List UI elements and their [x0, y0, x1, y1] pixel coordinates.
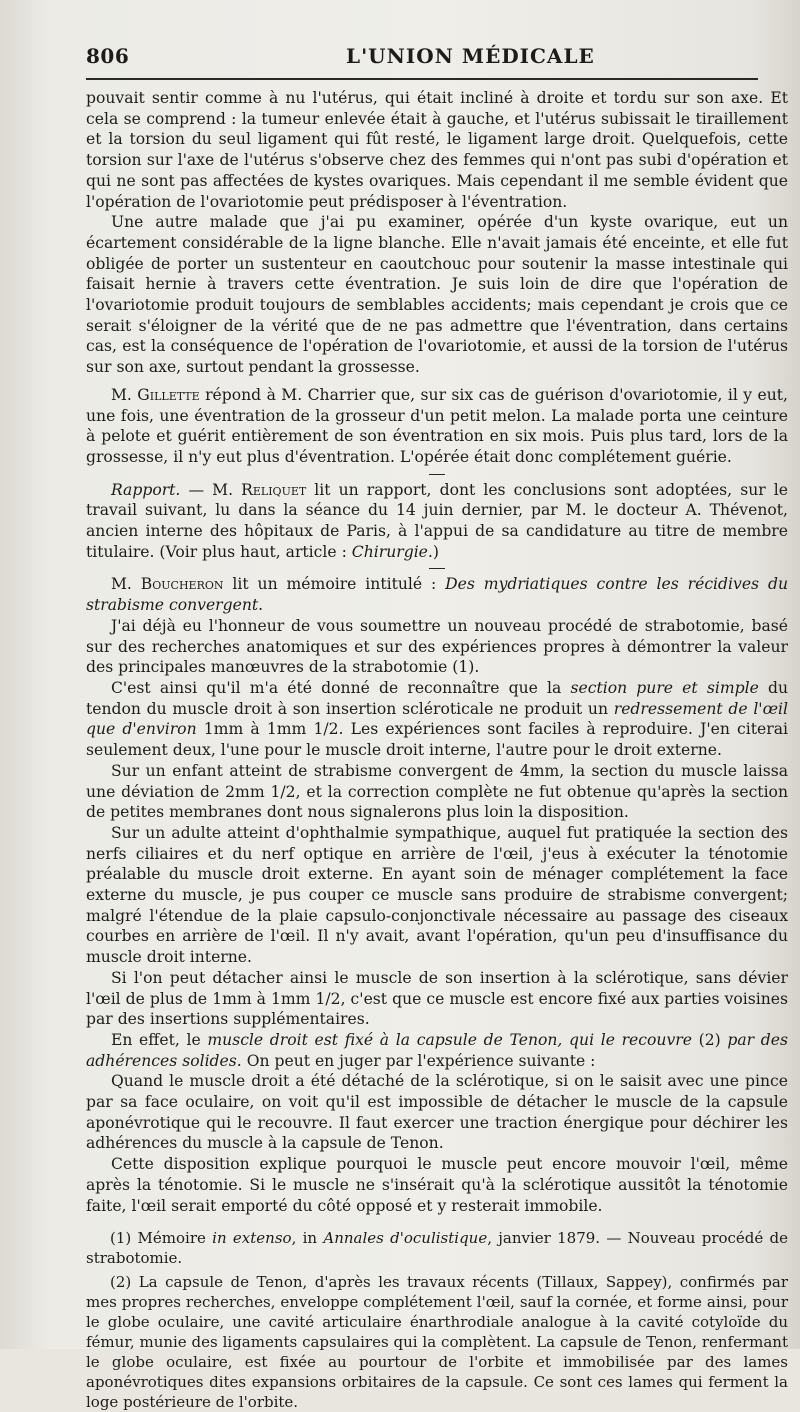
footnote-2: (2) La capsule de Tenon, d'après les travaux récents (Tillaux, Sappey), confirmés par mes propres recherches, enveloppe complétement l'œil, sauf la cornée, et forme ainsi, pour le globe oculaire, une cavité articulaire énarthrodiale analogue à la cavité cotyloïde du fémur, munie des ligaments capsulaires qui la complètent. La capsule de Tenon, renfermant le globe oculaire, est fixée au pourtour de l'orbite et immobilisée par des lames aponévrotiques dites expansions orbitaires de la capsule. Ce sont ces lames qui ferment la loge postérieure de l'orbite. [86, 1273, 788, 1412]
p7-italic-2: redressement de l'œil que d'environ [86, 699, 788, 739]
boucheron-text: lit un mémoire intitulé : [223, 575, 446, 594]
section-separator [429, 568, 445, 569]
speaker-reliquet: Reliquet [241, 480, 307, 499]
footnotes [86, 1228, 788, 1412]
p11-text-b: (2) [691, 1030, 728, 1049]
paragraph-1: pouvait sentir comme à nu l'utérus, qui était incliné à droite et tordu sur son axe. Et cela se comprend : la tumeur enlevée était à gauche, et l'utérus subissait le tiraillement et la torsion du seul ligament qui fût resté, le ligament large droit. Quelquefois, cette torsion sur l'axe de l'utérus s'observe chez des femmes qui n'ont pas subi d'opération et qui ne sont pas affectées de kystes ovariques. Mais cependant il me semble évident que l'opération de l'ovariotomie peut prédisposer à l'éventration. [86, 89, 788, 211]
section-separator [429, 474, 445, 475]
page-number: 806 [86, 44, 130, 68]
paragraph-rapport [86, 480, 788, 563]
footnote-1 [86, 1228, 788, 1268]
paragraph-gillette [86, 385, 788, 468]
p11-italic-1: muscle droit est fixé à la capsule de Tenon, qui le recouvre [207, 1030, 692, 1049]
fn1-italic-1: in extenso [212, 1229, 292, 1248]
rapport-end: .) [427, 542, 439, 561]
rapport-label: Rapport. [110, 480, 181, 499]
p7-text-b: du tendon du muscle droit à son insertion scléroticale ne produit un [86, 678, 788, 718]
memoir-title: Des mydriatiques contre les récidives du strabisme convergent [86, 575, 788, 615]
main-text [86, 88, 788, 1216]
p11-italic-2: par des adhérences solides [86, 1030, 788, 1070]
paragraph-2: Une autre malade que j'ai pu examiner, opérée d'un kyste ovarique, eut un écartement considérable de la ligne blanche. Elle n'avait jamais été enceinte, et elle fut obligée de porter un sustenteur en caoutchouc pour soutenir la masse intestinale qui faisait hernie à travers cette éventration. Je suis loin de dire que l'opération de l'ovariotomie produit toujours de semblables accidents; mais cependant je crois que ce serait s'éloigner de la vérité que de ne pas admettre que l'éventration, dans certains cas, est la conséquence de l'opération de l'ovariotomie, et aussi de la torsion de l'utérus sur son axe, surtout pendant la grossesse. [86, 213, 788, 377]
paragraph-9: Sur un adulte atteint d'ophthalmie sympathique, auquel fut pratiquée la section des nerfs ciliaires et du nerf optique en arrière de l'œil, j'eus à exécuter la ténotomie préalable du muscle droit externe. En ayant soin de ménager complétement la face externe du muscle, je pus couper ce muscle sans produire de strabisme convergent; malgré l'étendue de la plaie capsulo-conjonctivale nécessaire au passage des ciseaux courbes en arrière de l'œil. Il n'y avait, avant l'opération, qu'un peu d'insuffisance du muscle droit interne. [86, 823, 788, 967]
paragraph-13: Cette disposition explique pourquoi le muscle peut encore mouvoir l'œil, même après la ténotomie. Si le muscle ne s'insérait qu'à la sclérotique aussitôt la ténotomie faite, l'œil serait emporté du côté opposé et y resterait immobile. [86, 1155, 788, 1215]
p7-italic-1: section pure et simple [570, 678, 759, 697]
page-header [86, 38, 758, 80]
paragraph-10: Si l'on peut détacher ainsi le muscle de son insertion à la sclérotique, sans dévier l'œil de plus de 1mm à 1mm 1/2, c'est que ce muscle est encore fixé aux parties voisines par des insertions supplémentaires. [86, 968, 788, 1029]
rapport-reference: Chirurgie [351, 542, 428, 561]
speaker-gillette: M. Gillette [110, 385, 200, 404]
paragraph-11 [86, 1030, 788, 1071]
paragraph-12: Quand le muscle droit a été détaché de la sclérotique, si on le saisit avec une pince par sa face oculaire, on voit qu'il est impossible de détacher le muscle de la capsule aponévrotique qui le recouvre. Il faut exercer une traction énergique pour déchirer les adhérences du muscle à la capsule de Tenon. [86, 1072, 788, 1153]
paragraph-boucheron [86, 574, 788, 615]
fn1-text-c: , janvier 1879. — Nouveau procédé de strabotomie. [86, 1229, 789, 1268]
p11-text-a: En effet, le [110, 1030, 208, 1049]
speaker-boucheron: Boucheron [140, 575, 224, 594]
fn1-text-b: , in [291, 1229, 324, 1248]
gillette-text: répond à M. Charrier que, sur six cas de guérison d'ovariotomie, il y eut, une fois, une éventration de la grosseur d'un petit melon. La malade porta une ceinture à pelote et guérit entièrement de son éventration en six mois. Puis plus tard, lors de la grossesse, il n'y eut plus d'éventration. L'opérée était donc complétement guérie. [86, 385, 788, 466]
paragraph-7 [86, 678, 788, 761]
fn1-text-a: (1) Mémoire [110, 1229, 213, 1248]
p7-text-c: 1mm à 1mm 1/2. Les expériences sont faciles à reproduire. J'en citerai seulement deux, l'une pour le muscle droit interne, l'autre pour le droit externe. [86, 720, 789, 760]
paragraph-8: Sur un enfant atteint de strabisme convergent de 4mm, la section du muscle laissa une déviation de 2mm 1/2, et la correction complète ne fut obtenue qu'après la section de petites membranes dont nous signalerons plus loin la disposition. [86, 761, 788, 822]
paragraph-6: J'ai déjà eu l'honneur de vous soumettre un nouveau procédé de strabotomie, basé sur des recherches anatomiques et sur des expériences propres à démontrer la valeur des principales manœuvres de la strabotomie (1). [86, 616, 788, 677]
running-title: L'UNION MÉDICALE [346, 44, 595, 68]
boucheron-end: . [258, 596, 264, 615]
fn1-italic-2: Annales d'oculistique [323, 1229, 488, 1248]
p7-text-a: C'est ainsi qu'il m'a été donné de reconnaître que la [110, 678, 571, 697]
p11-text-c: . On peut en juger par l'expérience suivante : [236, 1051, 596, 1070]
rapport-dash: — M. [180, 480, 242, 499]
boucheron-prefix: M. [110, 575, 141, 594]
rapport-text: lit un rapport, dont les conclusions sont adoptées, sur le travail suivant, lu dans la séance du 14 juin dernier, par M. le docteur A. Thévenot, ancien interne des hôpitaux de Paris, à l'appui de sa candidature au titre de membre titulaire. (Voir plus haut, article : [86, 480, 788, 561]
